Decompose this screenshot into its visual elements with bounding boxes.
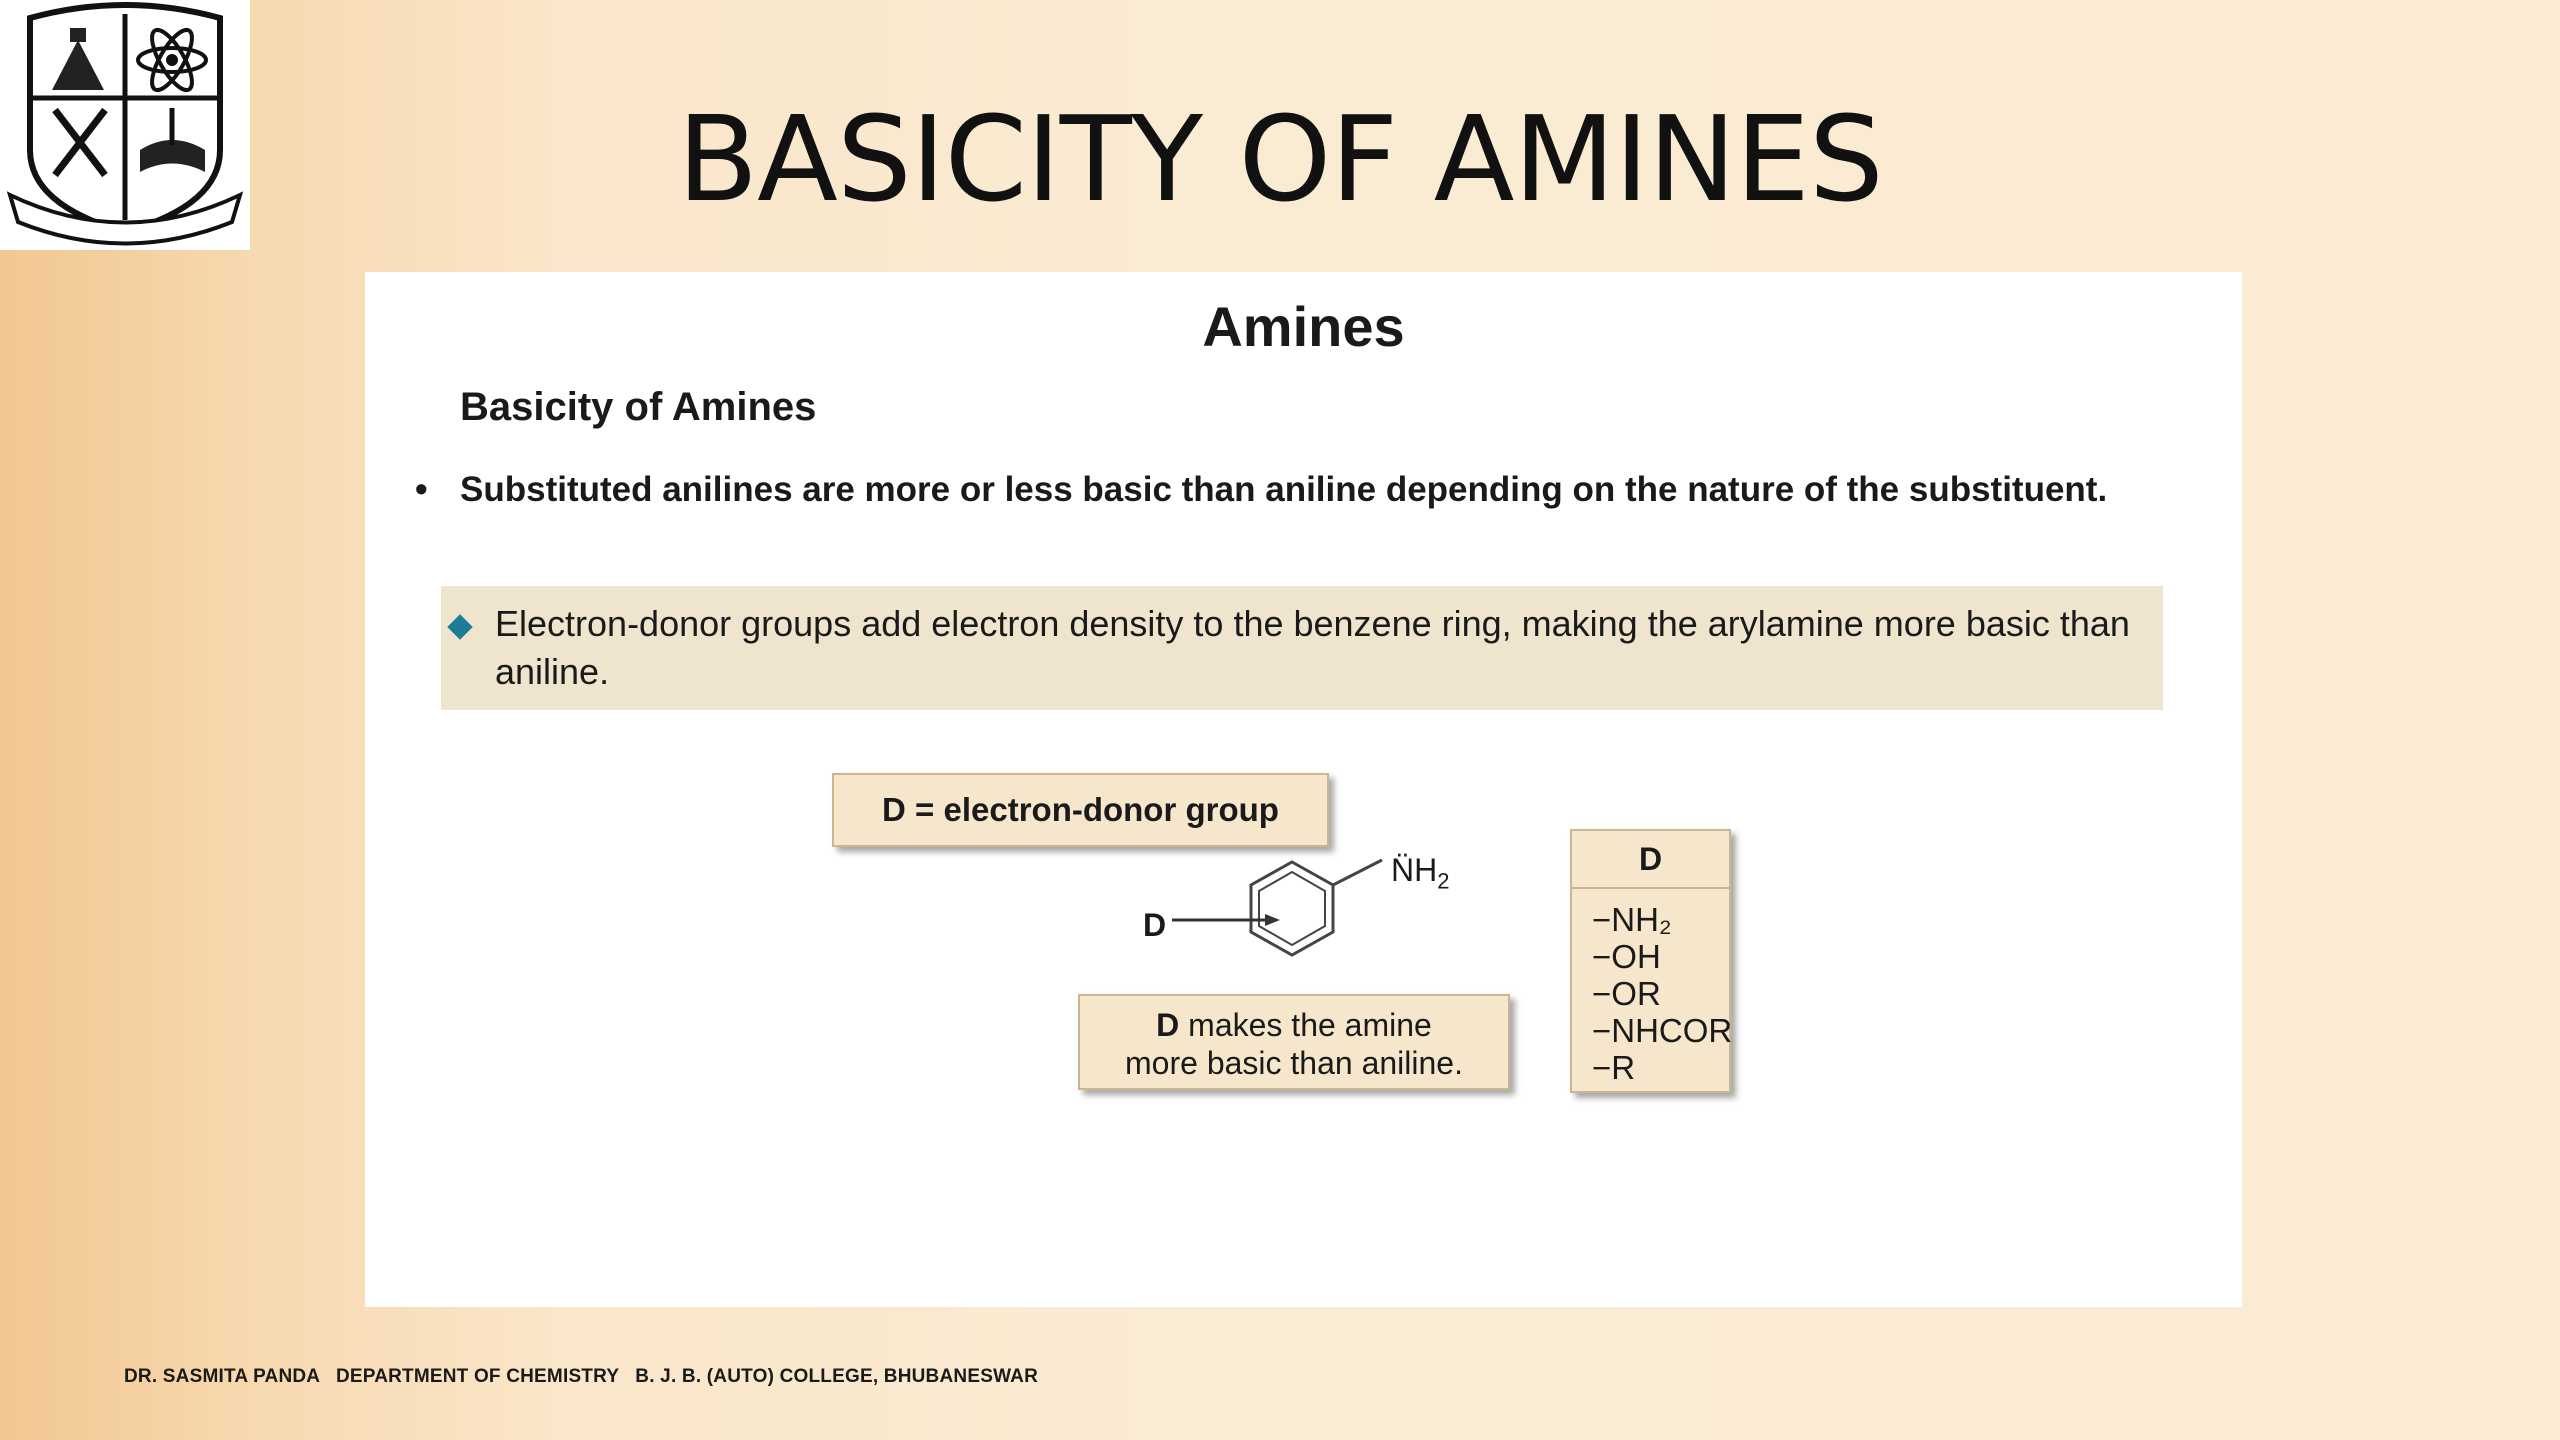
effect-rest: makes the amine bbox=[1179, 1007, 1432, 1043]
effect-lead: D bbox=[1156, 1007, 1180, 1043]
highlight-text: Electron-donor groups add electron density to the benzene ring, making the arylamine more basic than aniline. bbox=[495, 603, 2130, 692]
amine-group-label bbox=[1391, 852, 1449, 894]
effect-line-1 bbox=[1080, 1006, 1508, 1044]
substituent-label: D bbox=[1143, 907, 1167, 943]
slide-footer: DR. SASMITA PANDA DEPARTMENT OF CHEMISTRY B. J. B. (AUTO) COLLEGE, BHUBANESWAR bbox=[124, 1366, 1038, 1387]
list-item: −NH₂ bbox=[1592, 901, 1672, 938]
slide-title: BASICITY OF AMINES bbox=[677, 90, 1883, 228]
section-subheading: Basicity of Amines bbox=[460, 385, 817, 429]
crest-icon bbox=[0, 0, 250, 250]
donor-group-table bbox=[1570, 829, 1731, 1093]
content-panel bbox=[365, 272, 2242, 1307]
amine-subscript: 2 bbox=[1437, 868, 1450, 894]
list-item: −OR bbox=[1592, 975, 1661, 1012]
list-item: −OH bbox=[1592, 938, 1661, 975]
effect-label-box bbox=[1078, 994, 1510, 1090]
table-header: D bbox=[1572, 831, 1729, 889]
diamond-bullet-icon bbox=[447, 614, 472, 639]
donor-group-label: D = electron-donor group bbox=[832, 773, 1329, 847]
bullet-text: Substituted anilines are more or less basic than aniline depending on the nature of the substituent. bbox=[460, 470, 2108, 509]
list-item: −NHCOR bbox=[1592, 1012, 1733, 1049]
highlight-box bbox=[441, 586, 2163, 710]
amine-group-text: N̈H bbox=[1391, 852, 1438, 888]
list-item: −R bbox=[1592, 1049, 1636, 1086]
bullet-point bbox=[415, 468, 2175, 512]
bullet-icon: • bbox=[415, 468, 428, 509]
donor-group-list bbox=[1572, 889, 1733, 1086]
panel-heading: Amines bbox=[1202, 295, 1405, 358]
effect-line-2: more basic than aniline. bbox=[1125, 1045, 1463, 1081]
college-crest-logo bbox=[0, 0, 250, 250]
